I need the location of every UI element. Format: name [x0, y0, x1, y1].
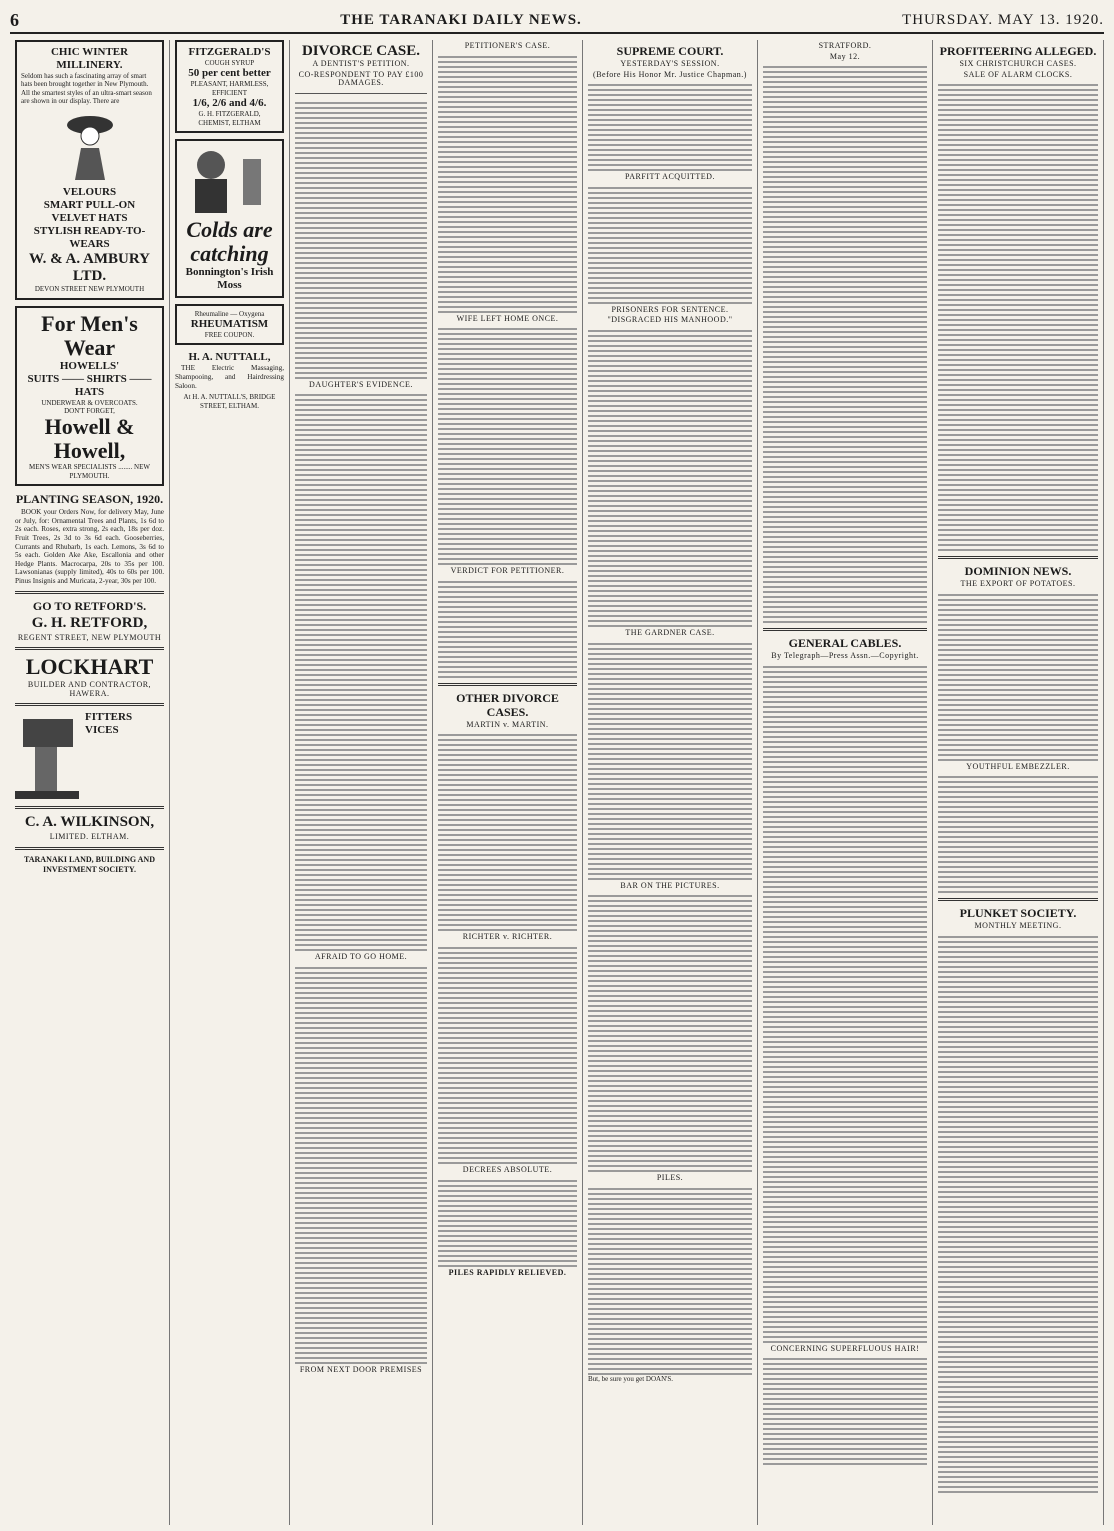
millinery-ad	[15, 40, 164, 300]
petitioner-case-subtitle: PETITIONER'S CASE.	[464, 41, 551, 50]
retford-name: G. H. RETFORD,	[31, 614, 148, 631]
profiteering-title: PROFITEERING ALLEGED.	[939, 44, 1097, 58]
ad-column-second	[170, 40, 290, 1525]
mens-wear-ad	[15, 306, 164, 487]
sizes-label: 1/6, 2/6 and 4/6.	[192, 97, 267, 110]
issue-date: THURSDAY. MAY 13. 1920.	[902, 11, 1104, 28]
ambury-address: DEVON STREET NEW PLYMOUTH	[34, 285, 145, 294]
ad-column-left	[10, 40, 170, 1525]
man-illustration	[181, 145, 281, 215]
next-door-subtitle: FROM NEXT DOOR PREMISES	[299, 1364, 423, 1374]
monthly-meeting-subtitle: MONTHLY MEETING.	[974, 921, 1062, 931]
bonnington-label: Bonnington's Irish Moss	[185, 265, 274, 291]
afraid-home-subtitle: AFRAID TO GO HOME.	[314, 952, 408, 962]
columns	[10, 40, 1104, 1525]
divorce-title: DIVORCE CASE.	[301, 43, 421, 59]
howell-name: Howell & Howell,	[44, 414, 135, 464]
maker-label: G. H. FITZGERALD,	[198, 110, 261, 119]
plunket-title: PLUNKET SOCIETY.	[959, 906, 1077, 921]
stratford-heading: STRATFORD.	[818, 41, 872, 50]
martin-subtitle: MARTIN v. MARTIN.	[466, 719, 549, 729]
news-column-divorce	[290, 40, 433, 1525]
rheumatism-label: RHEUMATISM	[190, 318, 269, 331]
press-credit: By Telegraph—Press Assn.—Copyright.	[771, 651, 919, 661]
bar-pictures-subtitle: BAR ON THE PICTURES.	[620, 880, 720, 890]
piles-relieved-subtitle: PILES RAPIDLY RELIEVED.	[448, 1267, 567, 1277]
underwear-label: UNDERWEAR & OVERCOATS.	[41, 398, 138, 407]
chemist-label: CHEMIST, ELTHAM	[198, 118, 261, 127]
planting-title: PLANTING SEASON, 1920.	[15, 492, 164, 507]
general-cables-title: GENERAL CABLES.	[788, 636, 902, 651]
alarm-clocks-subtitle: SALE OF ALARM CLOCKS.	[963, 69, 1073, 79]
piles-subtitle: PILES.	[656, 1173, 684, 1183]
supreme-court-title: SUPREME COURT.	[616, 44, 724, 58]
news-column-profiteering	[933, 40, 1104, 1525]
superfluous-hair-subtitle: CONCERNING SUPERFLUOUS HAIR!	[770, 1343, 920, 1353]
other-divorce-title: OTHER DIVORCE CASES.	[456, 690, 559, 719]
verdict-subtitle: VERDICT FOR PETITIONER.	[450, 566, 565, 576]
wife-left-subtitle: WIFE LEFT HOME ONCE.	[456, 313, 559, 323]
colds-catching-label: Colds are catching	[186, 216, 273, 266]
news-column-divorce-continued	[433, 40, 583, 1525]
fitzgerald-title: FITZGERALD'S	[188, 46, 271, 58]
ambury-name: W. & A. AMBURY LTD.	[28, 251, 150, 285]
retford-address: REGENT STREET, NEW PLYMOUTH	[17, 632, 162, 642]
disgraced-subtitle: "DISGRACED HIS MANHOOD."	[607, 315, 733, 325]
daughter-evidence-subtitle: DAUGHTER'S EVIDENCE.	[309, 379, 413, 389]
millinery-title: CHIC WINTER MILLINERY.	[50, 46, 129, 71]
dentist-petition-subtitle: A DENTIST'S PETITION.	[312, 59, 410, 68]
retford-title: GO TO RETFORD'S.	[32, 598, 147, 613]
pull-on-label: SMART PULL-ON VELVET HATS	[43, 199, 136, 225]
planting-body: BOOK your Orders Now, for delivery May, June or July, for: Ornamental Trees and Plants, 1s 6d to 2s each. Roses, extra strong, 2s each, 18s per doz. Fruit Trees, 2s 3d to 3s 6d each. Gooseberries, Currants and Rhubarb, 1s each. Lemons, 3s 6d to 5s each. Golden Ake Ake, Escallonia and other Hedge Plants. Macrocarpa, 20s to 35s per 100. Lawsonianas (supply limited), 40s to 60s per 100. Pinus Insignis and Muricata, 2-year, 30s per 100.	[15, 508, 164, 585]
stylish-label: STYLISH READY-TO-WEARS	[33, 225, 146, 251]
wilkinson-name: C. A. WILKINSON,	[24, 814, 155, 831]
fitters-vices-title: FITTERS VICES	[85, 711, 133, 737]
wilkinson-town: LIMITED. ELTHAM.	[49, 832, 130, 842]
news-column-court	[583, 40, 758, 1525]
damages-subtitle: CO-RESPONDENT TO PAY £100 DAMAGES.	[298, 69, 424, 88]
rheumaline-ad	[175, 304, 284, 346]
prisoners-subtitle: PRISONERS FOR SENTENCE.	[611, 304, 729, 314]
vice-illustration	[15, 711, 85, 801]
article-body-divorce	[295, 99, 427, 379]
lockhart-trade: BUILDER AND CONTRACTOR, HAWERA.	[27, 680, 152, 698]
better-label: 50 per cent better	[188, 67, 271, 80]
nuttall-name: H. A. NUTTALL,	[188, 351, 271, 364]
fitzgerald-ad	[175, 40, 284, 133]
page-number: 6	[10, 9, 20, 30]
mens-wear-title: For Men's Wear	[41, 310, 138, 360]
yesterday-subtitle: YESTERDAY'S SESSION.	[620, 59, 720, 68]
nuttall-address: At H. A. NUTTALL'S, BRIDGE STREET, ELTHAM.	[183, 393, 276, 410]
potatoes-subtitle: THE EXPORT OF POTATOES.	[960, 579, 1076, 589]
news-column-cables	[758, 40, 933, 1525]
howell-address: MEN'S WEAR SPECIALISTS ........ NEW PLYMOUTH.	[29, 463, 150, 480]
lady-hat-illustration	[65, 110, 115, 180]
doans-tagline: But, be sure you get DOAN'S.	[588, 1374, 674, 1383]
rheumaline-title: Rheumaline — Oxygena	[194, 309, 265, 318]
lockhart-name: LOCKHART	[25, 654, 154, 680]
dominion-news-title: DOMINION NEWS.	[964, 564, 1072, 579]
howells-label: HOWELLS'	[59, 359, 120, 372]
millinery-body: Seldom has such a fascinating array of smart hats been brought together in New Plymouth. All the smartest styles of an ultra-smart season are shown in our display. There are	[21, 72, 152, 106]
velours-label: VELOURS	[62, 186, 117, 199]
pleasant-label: PLEASANT, HARMLESS, EFFICIENT	[190, 80, 269, 97]
dont-forget-label: DON'T FORGET,	[64, 407, 115, 416]
suits-label: SUITS —— SHIRTS —— HATS	[27, 372, 152, 398]
free-coupon-label: FREE COUPON.	[204, 331, 255, 340]
richter-subtitle: RICHTER v. RICHTER.	[462, 932, 553, 942]
paper-title: THE TARANAKI DAILY NEWS.	[340, 11, 582, 28]
nuttall-body: THE Electric Massaging, Shampooing, and Hairdressing Saloon.	[175, 364, 284, 390]
masthead	[10, 8, 1104, 34]
embezzler-subtitle: YOUTHFUL EMBEZZLER.	[966, 761, 1070, 771]
parfitt-subtitle: PARFITT ACQUITTED.	[625, 172, 715, 182]
decrees-subtitle: DECREES ABSOLUTE.	[462, 1164, 553, 1174]
irish-moss-ad	[175, 139, 284, 298]
gardner-subtitle: THE GARDNER CASE.	[625, 627, 715, 637]
land-society-title: TARANAKI LAND, BUILDING AND INVESTMENT SOCIETY.	[24, 854, 155, 874]
six-cases-subtitle: SIX CHRISTCHURCH CASES.	[959, 59, 1077, 68]
stratford-dateline: May 12.	[829, 51, 861, 61]
before-subtitle: (Before His Honor Mr. Justice Chapman.)	[593, 69, 747, 79]
cough-syrup-label: COUGH SYRUP	[204, 59, 255, 67]
